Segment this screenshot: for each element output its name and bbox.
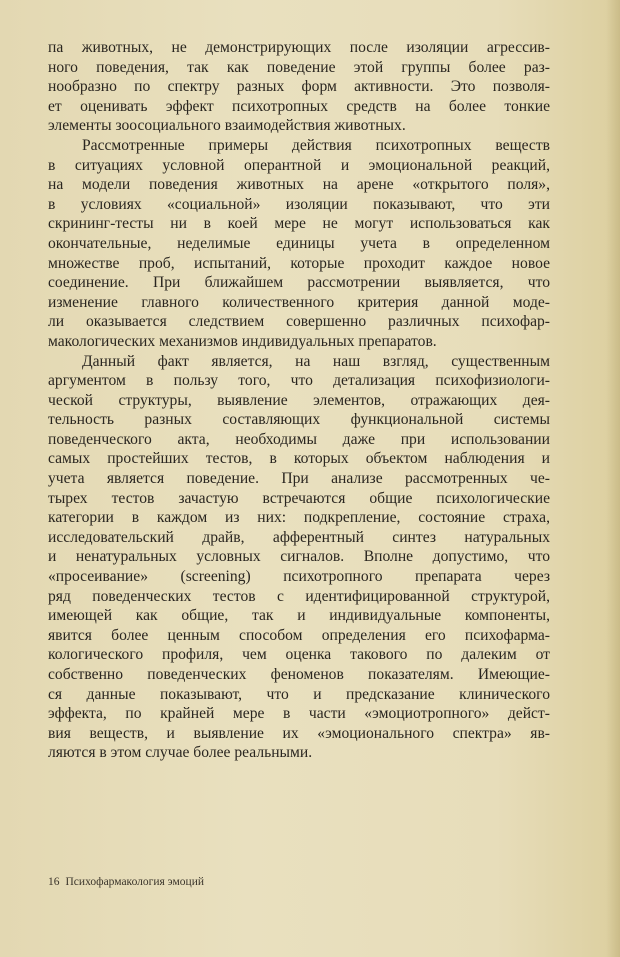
page-number: 16 xyxy=(48,876,60,888)
body-text xyxy=(48,38,550,763)
text-line: ся данные показывают, что и предсказание клинического xyxy=(48,685,550,703)
text-line: ли оказывается следствием совершенно различных психофар- xyxy=(48,313,550,331)
paragraph xyxy=(48,136,550,352)
text-line: в условиях «социальной» изоляции показывают, что эти xyxy=(48,195,550,213)
text-line: изменение главного количественного критерия данной моде- xyxy=(48,293,550,311)
text-line: па животных, не демонстрирующих после изоляции агрессив- xyxy=(48,39,550,56)
text-line: ет оценивать эффект психотропных средств на более тонкие xyxy=(48,97,550,115)
running-title: Психофармакология эмоций xyxy=(65,876,205,888)
text-line: соединение. При ближайшем рассмотрении выявляется, что xyxy=(48,274,550,292)
text-line: Рассмотренные примеры действия психотропных веществ xyxy=(82,136,550,154)
text-line: тырех тестов зачастую встречаются общие психологические xyxy=(48,489,550,507)
text-line: собственно поведенческих феноменов показателям. Имеющие- xyxy=(48,666,550,683)
text-line: исследовательский драйв, афферентный синтез натуральных xyxy=(48,528,550,546)
paragraph xyxy=(48,352,550,763)
text-line: множестве проб, испытаний, которые проходит каждое новое xyxy=(48,254,550,272)
text-line: учета является поведение. При анализе рассмотренных че- xyxy=(48,470,550,488)
text-line: вия веществ, и выявление их «эмоционального спектра» яв- xyxy=(48,724,550,742)
text-line: «просеивание» (screening) психотропного препарата через xyxy=(48,568,550,586)
text-line: тельность разных составляющих функциональной системы xyxy=(48,411,550,429)
text-line: ческой структуры, выявление элементов, отражающих дея- xyxy=(48,391,550,409)
page-footer xyxy=(48,876,204,888)
text-line: категории в каждом из них: подкрепление, состояние страха, xyxy=(48,509,550,527)
text-line: имеющей как общие, так и индивидуальные компоненты, xyxy=(48,607,550,625)
text-line: окончательные, неделимые единицы учета в определенном xyxy=(48,234,550,252)
text-line: и ненатуральных условных сигналов. Вполне допустимо, что xyxy=(48,548,550,566)
text-line: поведенческого акта, необходимы даже при использовании xyxy=(48,430,550,448)
text-line: явится более ценным способом определения его психофарма- xyxy=(48,626,550,644)
text-line: самых простейших тестов, в которых объектом наблюдения и xyxy=(48,450,550,468)
text-line: эффекта, по крайней мере в части «эмоциотропного» дейст- xyxy=(48,705,550,723)
text-line: макологических механизмов индивидуальных препаратов. xyxy=(48,332,437,350)
text-line: элементы зоосоциального взаимодействия животных. xyxy=(48,117,406,135)
text-line: скрининг-тесты ни в коей мере не могут использоваться как xyxy=(48,215,550,233)
text-line: ряд поведенческих тестов с идентифицированной структурой, xyxy=(48,587,550,605)
text-line: аргументом в пользу того, что детализация психофизиологи- xyxy=(48,372,550,390)
page-edge-shadow xyxy=(606,0,620,957)
text-line: ного поведения, так как поведение этой группы более раз- xyxy=(48,58,550,76)
text-line: на модели поведения животных на арене «открытого поля», xyxy=(48,176,550,194)
text-line: в ситуациях условной оперантной и эмоциональной реакций, xyxy=(48,156,550,174)
paragraph xyxy=(48,38,550,136)
text-line: ляются в этом случае более реальными. xyxy=(48,744,313,762)
text-line: нообразно по спектру разных форм активности. Это позволя- xyxy=(48,78,550,96)
text-line: кологического профиля, чем оценка такового по далеким от xyxy=(48,646,550,664)
text-line: Данный факт является, на наш взгляд, существенным xyxy=(82,352,550,370)
